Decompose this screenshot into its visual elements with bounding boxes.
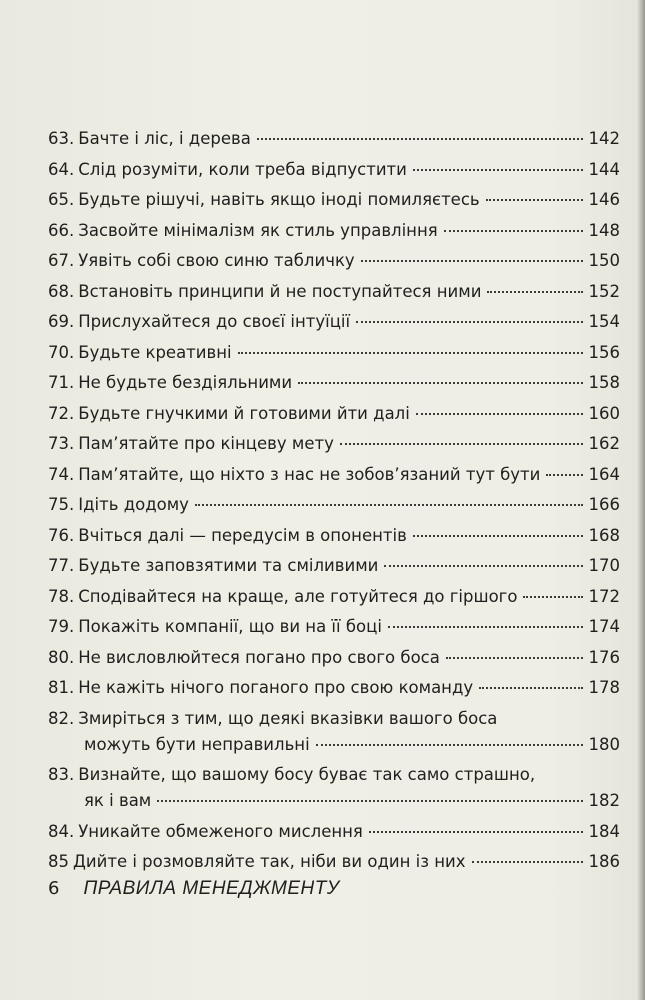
toc-entry-page: 148: [588, 220, 620, 240]
toc-entry-number: 81.: [48, 678, 75, 697]
toc-entry-title: Покажіть компанії, що ви на її боці: [78, 617, 382, 636]
toc-entry-title: Встановіть принципи й не поступайтеся ними: [78, 281, 482, 301]
toc-entry: [48, 849, 620, 875]
dot-leader: [298, 382, 582, 384]
toc-entry-line: [48, 218, 620, 244]
dot-leader: [195, 504, 583, 506]
toc-entry-number: 69.: [48, 312, 75, 331]
dot-leader: [487, 291, 582, 293]
toc-entry-page: 146: [588, 190, 620, 209]
dot-leader: [384, 565, 582, 567]
toc-entry: [48, 584, 620, 610]
toc-entry-line: [48, 187, 620, 213]
toc-entry-title: Засвойте мінімалізм як стиль управління: [78, 220, 438, 240]
toc-entry-line: [48, 340, 620, 366]
toc-entry: [48, 645, 620, 671]
toc-entry-line: [48, 732, 620, 758]
toc-entry-number: 68.: [48, 281, 75, 301]
toc-entry-number: 83.: [48, 765, 75, 784]
toc-entry: [48, 187, 620, 213]
toc-entry-number: 76.: [48, 525, 75, 545]
toc-entry-line: [48, 431, 620, 457]
dot-leader: [257, 138, 583, 140]
toc-entry: [48, 675, 620, 701]
toc-entry-line: [48, 248, 620, 274]
toc-entry-page: 166: [588, 495, 620, 514]
page-edge-shadow: [637, 0, 645, 1000]
toc-entry-line: [48, 370, 620, 396]
toc-entry: [48, 340, 620, 366]
toc-entry-line: [48, 126, 620, 152]
toc-entry: [48, 462, 620, 488]
dot-leader: [356, 321, 582, 323]
toc-entry-number: 63.: [48, 129, 75, 148]
toc-entry: [48, 309, 620, 335]
table-of-contents: [48, 126, 620, 880]
toc-entry-number: 79.: [48, 617, 75, 636]
toc-entry-title: Сподівайтеся на краще, але готуйтеся до гіршого: [78, 586, 518, 606]
toc-entry-number: 77.: [48, 556, 75, 575]
toc-entry-number: 65.: [48, 190, 75, 209]
toc-entry: [48, 218, 620, 244]
toc-entry-page: 186: [588, 852, 620, 871]
toc-entry-page: 142: [588, 129, 620, 148]
toc-entry-title: Ідіть додому: [78, 495, 189, 514]
toc-entry-page: 176: [588, 647, 620, 667]
dot-leader: [413, 169, 583, 171]
toc-entry-page: 174: [588, 617, 620, 636]
toc-entry-line: [48, 492, 620, 518]
dot-leader: [416, 413, 583, 415]
dot-leader: [486, 199, 583, 201]
toc-entry-title: Будьте креативні: [78, 342, 232, 362]
page-number: 6: [48, 878, 60, 899]
toc-entry-number: 73.: [48, 434, 75, 453]
toc-entry-line: [48, 645, 620, 671]
toc-entry-page: 170: [588, 556, 620, 575]
toc-entry-page: 184: [588, 821, 620, 841]
toc-entry-title-continuation: можуть бути неправильні: [84, 734, 310, 754]
toc-entry-line: [48, 706, 620, 732]
toc-entry-line: [48, 462, 620, 488]
running-title: ПРАВИЛА МЕНЕДЖМЕНТУ: [83, 878, 340, 899]
toc-entry-page: 180: [588, 734, 620, 754]
toc-entry-page: 160: [588, 403, 620, 423]
toc-entry-page: 156: [588, 342, 620, 362]
toc-entry-number: 84.: [48, 821, 75, 841]
dot-leader: [546, 474, 582, 476]
toc-entry: [48, 431, 620, 457]
toc-entry-number: 80.: [48, 647, 75, 667]
toc-entry: [48, 401, 620, 427]
toc-entry: [48, 370, 620, 396]
toc-entry: [48, 706, 620, 758]
toc-entry-page: 154: [588, 312, 620, 331]
toc-entry-number: 82.: [48, 708, 75, 728]
toc-entry-line: [48, 401, 620, 427]
toc-entry: [48, 126, 620, 152]
toc-entry-line: [48, 675, 620, 701]
dot-leader: [340, 443, 583, 445]
toc-entry: [48, 523, 620, 549]
dot-leader: [444, 230, 583, 232]
dot-leader: [413, 535, 583, 537]
toc-entry-number: 78.: [48, 586, 75, 606]
toc-entry-title: Слід розуміти, коли треба відпустити: [78, 159, 407, 179]
toc-entry-page: 172: [588, 586, 620, 606]
toc-entry: [48, 157, 620, 183]
toc-entry-page: 162: [588, 434, 620, 453]
toc-entry-title: Будьте заповзятими та сміливими: [78, 556, 379, 575]
toc-entry-line: [48, 309, 620, 335]
toc-entry-title: Не будьте бездіяльними: [78, 373, 293, 392]
toc-entry: [48, 614, 620, 640]
toc-entry-page: 182: [588, 791, 620, 810]
toc-entry-number: 71.: [48, 373, 75, 392]
dot-leader: [157, 800, 582, 802]
toc-entry-title: Пам’ятайте, що ніхто з нас не зобов’язаний тут бути: [78, 464, 541, 484]
dot-leader: [472, 861, 583, 863]
toc-entry: [48, 492, 620, 518]
toc-entry-title: Не висловлюйтеся погано про свого боса: [78, 647, 440, 667]
toc-entry-number: 72.: [48, 403, 75, 423]
toc-entry-title: Бачте і ліс, і дерева: [78, 129, 251, 148]
toc-entry-line: [48, 788, 620, 814]
toc-entry-line: [48, 157, 620, 183]
toc-entry-page: 144: [588, 159, 620, 179]
toc-entry-title: Будьте гнучкими й готовими йти далі: [78, 403, 410, 423]
dot-leader: [479, 687, 582, 689]
toc-entry-line: [48, 523, 620, 549]
toc-entry: [48, 553, 620, 579]
page-footer: [48, 878, 340, 900]
toc-entry-line: [48, 762, 620, 788]
toc-entry-title: Пам’ятайте про кінцеву мету: [78, 434, 334, 453]
dot-leader: [316, 744, 583, 746]
toc-entry-title: Будьте рішучі, навіть якщо іноді помиляєтесь: [78, 190, 480, 209]
toc-entry-page: 168: [588, 525, 620, 545]
toc-entry-title: Уникайте обмеженого мислення: [78, 821, 363, 841]
toc-entry-title: Прислухайтеся до своєї інтуїції: [78, 312, 351, 331]
toc-entry-number: 64.: [48, 159, 75, 179]
toc-entry-page: 152: [588, 281, 620, 301]
toc-entry: [48, 248, 620, 274]
toc-entry-number: 85: [48, 852, 69, 871]
toc-entry-line: [48, 279, 620, 305]
dot-leader: [446, 657, 583, 659]
toc-entry-title: Не кажіть нічого поганого про свою команду: [78, 678, 474, 697]
dot-leader: [238, 352, 583, 354]
toc-entry-number: 70.: [48, 342, 75, 362]
dot-leader: [523, 596, 582, 598]
dot-leader: [388, 626, 583, 628]
toc-entry-title: Вчіться далі — передусім в опонентів: [78, 525, 407, 545]
toc-entry-title: Визнайте, що вашому босу буває так само страшно,: [78, 765, 536, 784]
toc-entry-number: 75.: [48, 495, 75, 514]
toc-entry: [48, 279, 620, 305]
toc-entry-line: [48, 819, 620, 845]
toc-entry: [48, 762, 620, 814]
dot-leader: [369, 831, 583, 833]
toc-entry-title: Дийте і розмовляйте так, ніби ви один із них: [73, 852, 466, 871]
toc-entry: [48, 819, 620, 845]
toc-entry-title: Змиріться з тим, що деякі вказівки вашого боса: [78, 708, 498, 728]
toc-entry-title: Уявіть собі свою синю табличку: [78, 251, 355, 270]
toc-entry-page: 150: [588, 251, 620, 270]
toc-entry-title-continuation: як і вам: [84, 791, 152, 810]
toc-entry-page: 158: [588, 373, 620, 392]
toc-entry-page: 178: [588, 678, 620, 697]
toc-entry-number: 74.: [48, 464, 75, 484]
toc-entry-number: 67.: [48, 251, 75, 270]
dot-leader: [361, 260, 583, 262]
toc-entry-line: [48, 614, 620, 640]
toc-entry-line: [48, 584, 620, 610]
toc-entry-page: 164: [588, 464, 620, 484]
toc-entry-line: [48, 849, 620, 875]
toc-entry-number: 66.: [48, 220, 75, 240]
toc-entry-line: [48, 553, 620, 579]
